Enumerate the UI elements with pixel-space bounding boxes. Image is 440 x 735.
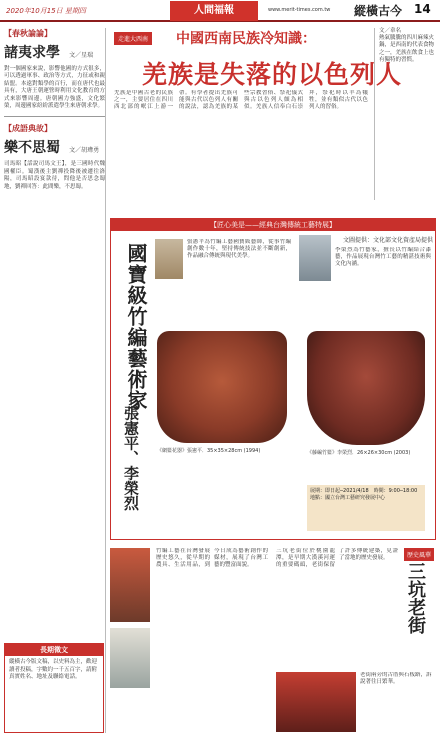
headline-subtitle: 中國西南民族冷知識： (176, 31, 316, 47)
rattan-basket-photo (307, 331, 425, 445)
history-body-2: 老街兩旁的古厝與石板路，訴說著往日繁華。 (360, 672, 432, 686)
right-byline: 文／韋名 (379, 28, 402, 34)
history-title: 三坑老街 (405, 562, 426, 634)
feature-text-right: 李榮烈為竹藝家，擅長以竹編結合漆藝，作品展現台灣竹工藝的精湛技術與文化內涵。 (335, 247, 431, 268)
right-body: 熱氣騰騰的四川麻辣火鍋，是西南的代表食物之一，羌族在飲食上也有獨特的習慣。 (379, 35, 435, 63)
feature-vertical-title: 國寶級竹編藝術家 (124, 243, 148, 411)
series-kicker: 走進大西南 (114, 32, 152, 45)
submission-notice (4, 643, 104, 733)
page-number: 14 (414, 2, 431, 16)
article-photo-top (110, 548, 150, 622)
artist-photo-left (155, 239, 183, 279)
newspaper-logo: 人間福報 (170, 1, 258, 21)
article-title-1: 諸夷求學 (4, 45, 60, 61)
column-label-1: 【春秋論論】 (4, 29, 52, 38)
headline-main: 羌族是失落的以色列人 (142, 60, 403, 89)
history-badge: 歷史風華 (404, 548, 434, 561)
article-title-2: 樂不思蜀 (4, 140, 60, 157)
section-title: 縱橫古今 (354, 4, 403, 18)
old-street-photo (276, 672, 356, 732)
page-header (0, 0, 440, 22)
exhibition-info: 展期：即日起─2021/4/18 時間：9:00─18:00 地點：國立台灣工藝研究發展中心 (307, 485, 425, 531)
bamboo-vase-photo (157, 331, 287, 443)
article-body-1: 對一個國家來說，影響他國的方式很多，可以透過軍事、政治等方式，力征或和親結盟。本遠對類學的百行，而在唐代也最具有，大唐王朝運營時利用文化教育的方式來影響周邊。唐朝國力強盛，文化繁榮，周邊國家紛紛派遣學生來唐朝求學。 (4, 66, 105, 110)
left-column (4, 28, 106, 733)
issue-date: 2020年10月15日 星期四 (6, 7, 86, 15)
submission-title: 長期徵文 (5, 644, 103, 656)
feature-text-left: 張憲平為竹編工藝國寶級藝師，從事竹編創作數十年，堅持傳統技法並不斷創新，作品融合傳統與現代美學。 (187, 239, 291, 260)
article-photo-bottom (110, 628, 150, 688)
caption-left: 《網籃花器》張憲平．35×35×28cm (1994) (157, 448, 261, 454)
caption-right: 《藤編竹籃》李榮烈．26×26×30cm (2003) (307, 450, 411, 456)
feature-header: 【匠心美是——經典台灣傳統工藝特展】 (111, 219, 435, 231)
divider (4, 116, 105, 117)
bottom-center-body: 竹編工藝在台灣發展歷史悠久，從早期的農具、生活用品，到今日成為藝術創作的媒材，展現了台灣工藝的豐富面貌。 (156, 548, 268, 569)
feature-credit: 文圖提供：文化部文化資產局提供 (343, 237, 434, 244)
feature-box (110, 218, 436, 540)
column-label-2: 【成語典故】 (4, 124, 52, 134)
bottom-center-article (110, 548, 270, 733)
website-url[interactable]: www.merit-times.com.tw (268, 7, 331, 13)
artist-photo-right (299, 235, 331, 281)
history-body: 三坑老街位於桃園龍潭，是早期大漢溪河運的重要碼頭，老街保留了許多傳統建築，見證了當地的歷史發展。 (276, 548, 398, 569)
submission-body: 縱橫古今版文稿，以史料為主，歡迎讀者投稿，字數約一千五百字，請附真實姓名、地址及聯絡電話。 (9, 659, 98, 680)
article-byline-1: 文／星瑞 (69, 52, 94, 59)
history-article (276, 548, 436, 733)
article-body-2: 司馬昭【話說司馬文王】，是三國時代魏國權臣。蜀漢後主劉禪投降後被遷往洛陽，司馬昭設宴款待，問他是否思念蜀地，劉禪回答：此間樂，不思蜀。 (4, 161, 105, 190)
lead-article-body: 羌族是中國古老的民族之一，主要居住在四川西北部的岷江上游一帶。有學者提出羌族可能與古代以色列人有關的說法，認為羌族的某些宗教習俗、祭祀儀式與古以色列人頗為相似。羌族人信奉白石崇拜，祭祀時以羊為犧牲，並有類似古代以色列人的習俗。 (114, 90, 368, 111)
right-column (374, 28, 436, 200)
feature-artist-names: ──張憲平、李榮烈 (122, 387, 140, 511)
article-byline-2: 文／胡瑋勇 (69, 147, 100, 155)
